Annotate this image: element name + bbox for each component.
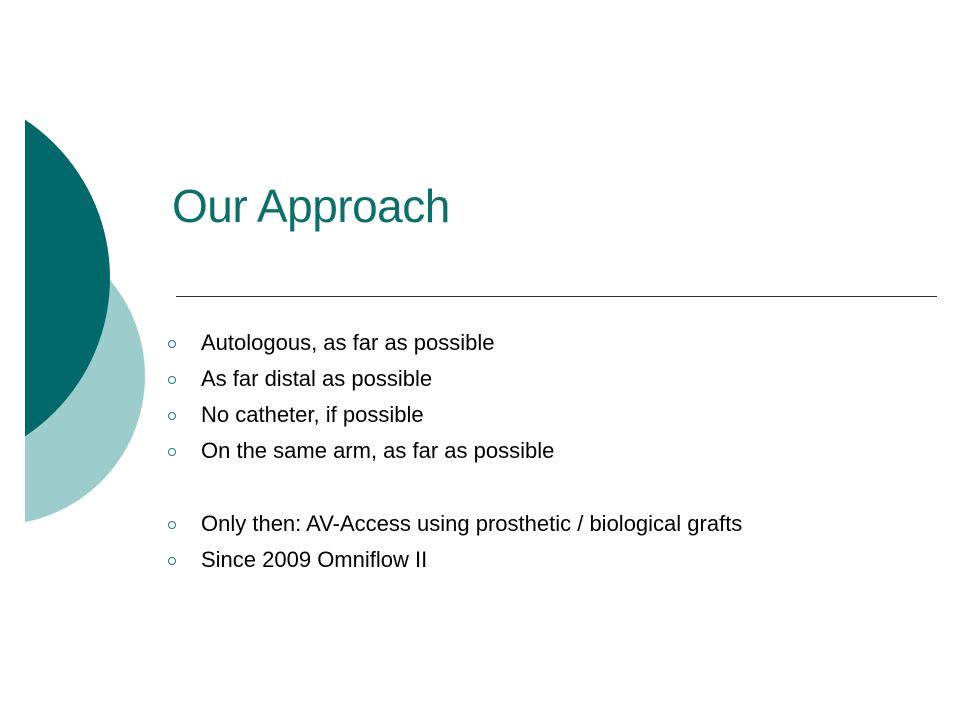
bullet-item: [164, 326, 924, 362]
bullet-text: No catheter, if possible: [201, 402, 424, 427]
bullet-item: [164, 434, 924, 470]
bullet-item: [164, 362, 924, 398]
bullet-text: On the same arm, as far as possible: [201, 438, 555, 463]
bullet-text: Autologous, as far as possible: [201, 330, 495, 355]
circle-bullet-icon: [168, 557, 176, 565]
circle-bullet-icon: [168, 340, 176, 348]
light-teal-circle: [0, 227, 145, 525]
circle-bullet-icon: [168, 448, 176, 456]
bullet-item: [164, 398, 924, 434]
bullet-text: As far distal as possible: [201, 366, 433, 391]
circle-bullet-icon: [168, 376, 176, 384]
circle-bullet-icon: [168, 412, 176, 420]
bullet-item: [164, 543, 924, 579]
slide-title: Our Approach: [172, 180, 450, 232]
bullet-text: Since 2009 Omniflow II: [201, 547, 428, 572]
circle-bullet-icon: [168, 521, 176, 529]
bullet-text: Only then: AV-Access using prosthetic / biological grafts: [201, 511, 743, 536]
bullet-list: [164, 326, 924, 579]
title-divider: [176, 296, 937, 297]
dark-teal-circle: [0, 88, 110, 468]
bullet-item: [164, 507, 924, 543]
